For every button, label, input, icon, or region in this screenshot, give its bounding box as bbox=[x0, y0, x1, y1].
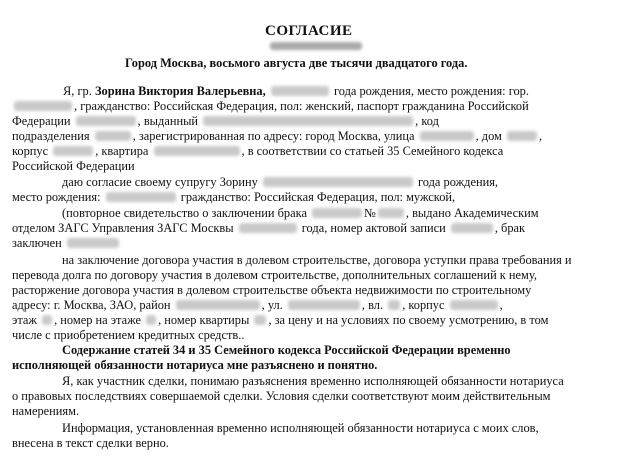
line-3: Федерации , выданный , код bbox=[12, 114, 439, 128]
para1-line-3: намерениям. bbox=[12, 404, 80, 418]
para1-line-1: Я, как участник сделки, понимаю разъяснения временно исполняющей обязанности нотариуса bbox=[62, 374, 564, 388]
line-1: Я, гр. Зорина Виктория Валерьевна, года рождения, место рождения: гор. bbox=[63, 84, 529, 98]
line-8: место рождения: гражданство: Российская Федерация, пол: мужской, bbox=[12, 190, 456, 204]
para1-line-2: о правовых последствиях совершаемой сделки. Условия сделки соответствуют моим действительным bbox=[12, 389, 551, 403]
line-5: корпус , квартира , в соответствии со статьей 35 Семейного кодекса bbox=[12, 144, 504, 158]
line-7: даю согласие своему супругу Зорину года рождения, bbox=[62, 175, 499, 189]
line-12: на заключение договора участия в долевом строительстве, договора уступки права требования и bbox=[62, 253, 572, 267]
place-date: Город Москва, восьмого августа две тысячи двадцатого года. bbox=[125, 56, 468, 70]
para2-line-2: внесена в текст сделки верно. bbox=[12, 436, 169, 450]
line-16: этаж , номер на этаже , номер квартиры , за цену и на условиях по своему усмотрению, в том bbox=[12, 313, 549, 327]
line-15: адресу: г. Москва, ЗАО, район , ул. , вл. , корпус , bbox=[12, 298, 503, 312]
redacted-stamp bbox=[268, 38, 364, 53]
line-17: числе с приобретением кредитных средств.. bbox=[12, 328, 245, 342]
line-11: заключен bbox=[12, 236, 121, 251]
line-10: отделом ЗАГС Управления ЗАГС Москвы года, номер актовой записи , брак bbox=[12, 221, 526, 235]
line-6: Российской Федерации bbox=[12, 159, 135, 173]
signatory-name: Зорина Виктория Валерьевна, bbox=[94, 84, 266, 98]
line-14: расторжение договора участия в долевом строительстве объекта недвижимости по строительному bbox=[12, 283, 532, 297]
line-9: (повторное свидетельство о заключении брака № , выдано Академическим bbox=[62, 206, 539, 220]
bold-line-1: Содержание статей 34 и 35 Семейного кодекса Российской Федерации временно bbox=[62, 343, 511, 357]
document-title: СОГЛАСИЕ bbox=[265, 23, 353, 39]
line-13: перевода долга по договору участия в долевом строительстве, дополнительных соглашений к нему, bbox=[12, 268, 537, 282]
bold-line-2: исполняющей обязанности нотариуса мне разъяснено и понятно. bbox=[12, 358, 378, 372]
line-2: , гражданство: Российская Федерация, пол: женский, паспорт гражданина Российской bbox=[12, 99, 529, 114]
para2-line-1: Информация, установленная временно исполняющей обязанности нотариуса с моих слов, bbox=[62, 421, 539, 435]
line-4: подразделения , зарегистрированная по адресу: город Москва, улица , дом , bbox=[12, 129, 543, 143]
